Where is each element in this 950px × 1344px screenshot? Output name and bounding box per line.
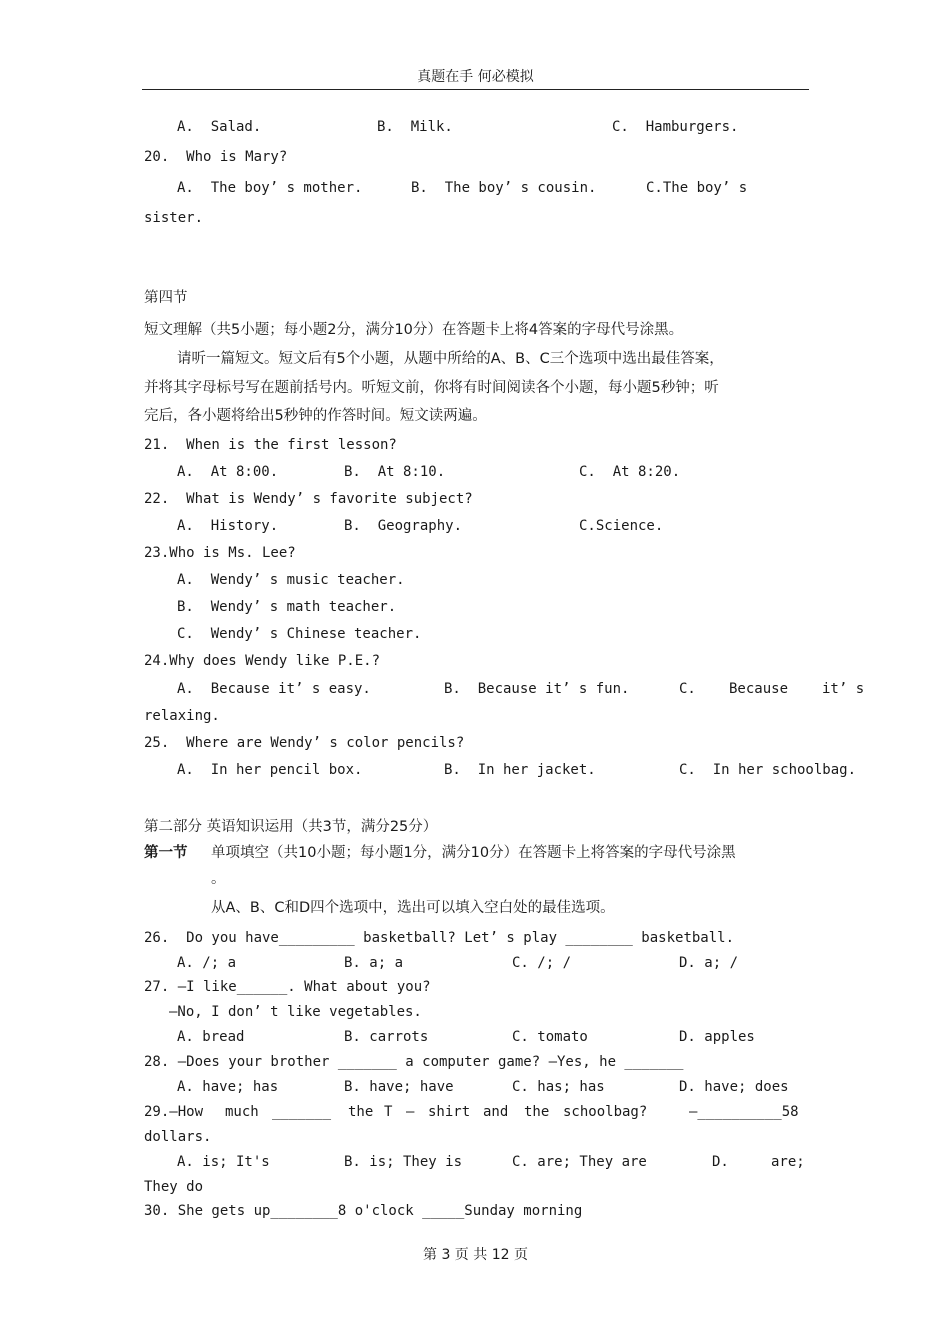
question-27-reply: —No, I don’ t like vegetables. <box>169 1004 422 1020</box>
q23-option-c: C. Wendy’ s Chinese teacher. <box>177 626 422 642</box>
q22-option-a: A. History. <box>177 518 279 534</box>
header-rule <box>142 89 809 90</box>
q26-option-a: A. /; a <box>177 955 237 971</box>
q28-option-a: A. have; has <box>177 1079 279 1095</box>
q28-option-c: C. has; has <box>512 1079 605 1095</box>
question-29-answer: —__________58 <box>689 1104 799 1120</box>
q24-option-c-word2: it’ s <box>822 681 865 697</box>
q24-option-c-word1: Because <box>729 681 789 697</box>
question-22: 22. What is Wendy’ s favorite subject? <box>144 491 473 507</box>
question-29-word: schoolbag? <box>563 1104 648 1120</box>
q27-option-b: B. carrots <box>344 1029 429 1045</box>
q21-option-a: A. At 8:00. <box>177 464 279 480</box>
q27-option-a: A. bread <box>177 1029 245 1045</box>
question-26: 26. Do you have_________ basketball? Let’ s play ________ basketball. <box>144 930 735 946</box>
q24-option-c-cont: relaxing. <box>144 708 220 724</box>
question-29-word: T <box>384 1104 393 1120</box>
q25-option-c: C. In her schoolbag. <box>679 762 857 778</box>
q28-option-b: B. have; have <box>344 1079 454 1095</box>
q27-option-c: C. tomato <box>512 1029 588 1045</box>
q19-option-b: B. Milk. <box>377 119 453 135</box>
part-2-section-1-label: 第一节 <box>144 845 188 861</box>
q22-option-b: B. Geography. <box>344 518 463 534</box>
q29-option-d-letter: D. <box>712 1154 729 1170</box>
q26-option-c: C. /; / <box>512 955 572 971</box>
question-29-blank: _______ <box>272 1104 332 1120</box>
page-header: 真题在手 何必模拟 <box>417 69 534 85</box>
question-29-word: shirt <box>428 1104 471 1120</box>
q26-option-d: D. a; / <box>679 955 739 971</box>
question-29-word: the <box>348 1104 374 1120</box>
q25-option-b: B. In her jacket. <box>444 762 596 778</box>
q19-option-c: C. Hamburgers. <box>612 119 739 135</box>
part-2-title: 第二部分 英语知识运用（共3节，满分25分） <box>144 819 438 835</box>
q24-option-a: A. Because it’ s easy. <box>177 681 371 697</box>
question-29-word: 29.—How <box>144 1104 204 1120</box>
section-4-instruction-2: 并将其字母标号写在题前括号内。听短文前，你将有时间阅读各个小题，每小题5秒钟；听 <box>144 380 719 396</box>
question-29-word: the <box>524 1104 550 1120</box>
question-27: 27. —I like______. What about you? <box>144 979 431 995</box>
q23-option-a: A. Wendy’ s music teacher. <box>177 572 405 588</box>
q20-option-a: A. The boy’ s mother. <box>177 180 363 196</box>
q24-option-c-letter: C. <box>679 681 696 697</box>
question-21: 21. When is the first lesson? <box>144 437 397 453</box>
q21-option-b: B. At 8:10. <box>344 464 446 480</box>
q25-option-a: A. In her pencil box. <box>177 762 363 778</box>
question-29-word: much <box>225 1104 259 1120</box>
question-25: 25. Where are Wendy’ s color pencils? <box>144 735 465 751</box>
q24-option-b: B. Because it’ s fun. <box>444 681 630 697</box>
section-4-title: 第四节 <box>144 290 188 306</box>
question-20: 20. Who is Mary? <box>144 149 288 165</box>
question-24: 24.Why does Wendy like P.E.? <box>144 653 381 669</box>
q27-option-d: D. apples <box>679 1029 755 1045</box>
question-30: 30. She gets up________8 o'clock _____Sunday morning <box>144 1203 583 1219</box>
page-footer: 第 3 页 共 12 页 <box>423 1247 528 1263</box>
q29-option-b: B. is; They is <box>344 1154 463 1170</box>
q22-option-c: C.Science. <box>579 518 664 534</box>
question-23: 23.Who is Ms. Lee? <box>144 545 296 561</box>
q20-option-b: B. The boy’ s cousin. <box>411 180 597 196</box>
q21-option-c: C. At 8:20. <box>579 464 681 480</box>
q20-option-c-cont: sister. <box>144 210 204 226</box>
question-28: 28. —Does your brother _______ a computer game? —Yes, he _______ <box>144 1054 684 1070</box>
q19-option-a: A. Salad. <box>177 119 262 135</box>
question-29-cont: dollars. <box>144 1129 212 1145</box>
question-29-word: – <box>406 1104 415 1120</box>
q26-option-b: B. a; a <box>344 955 404 971</box>
question-29-word: and <box>483 1104 509 1120</box>
q29-option-d-cont: They do <box>144 1179 204 1195</box>
part-2-section-1-period: 。 <box>211 871 226 887</box>
part-2-section-1-instruction: 从A、B、C和D四个选项中，选出可以填入空白处的最佳选项。 <box>211 900 615 916</box>
section-4-instruction-3: 完后，各小题将给出5秒钟的作答时间。短文读两遍。 <box>144 408 487 424</box>
q20-option-c: C.The boy’ s <box>646 180 748 196</box>
part-2-section-1-description: 单项填空（共10小题；每小题1分，满分10分）在答题卡上将答案的字母代号涂黑 <box>211 845 736 861</box>
q28-option-d: D. have; does <box>679 1079 789 1095</box>
q29-option-a: A. is; It's <box>177 1154 270 1170</box>
q23-option-b: B. Wendy’ s math teacher. <box>177 599 397 615</box>
section-4-instruction-1: 请听一篇短文。短文后有5个小题，从题中所给的A、B、C三个选项中选出最佳答案， <box>177 351 724 367</box>
q29-option-d: are; <box>771 1154 805 1170</box>
section-4-description: 短文理解（共5小题；每小题2分，满分10分）在答题卡上将4答案的字母代号涂黑。 <box>144 322 684 338</box>
q29-option-c: C. are; They are <box>512 1154 647 1170</box>
